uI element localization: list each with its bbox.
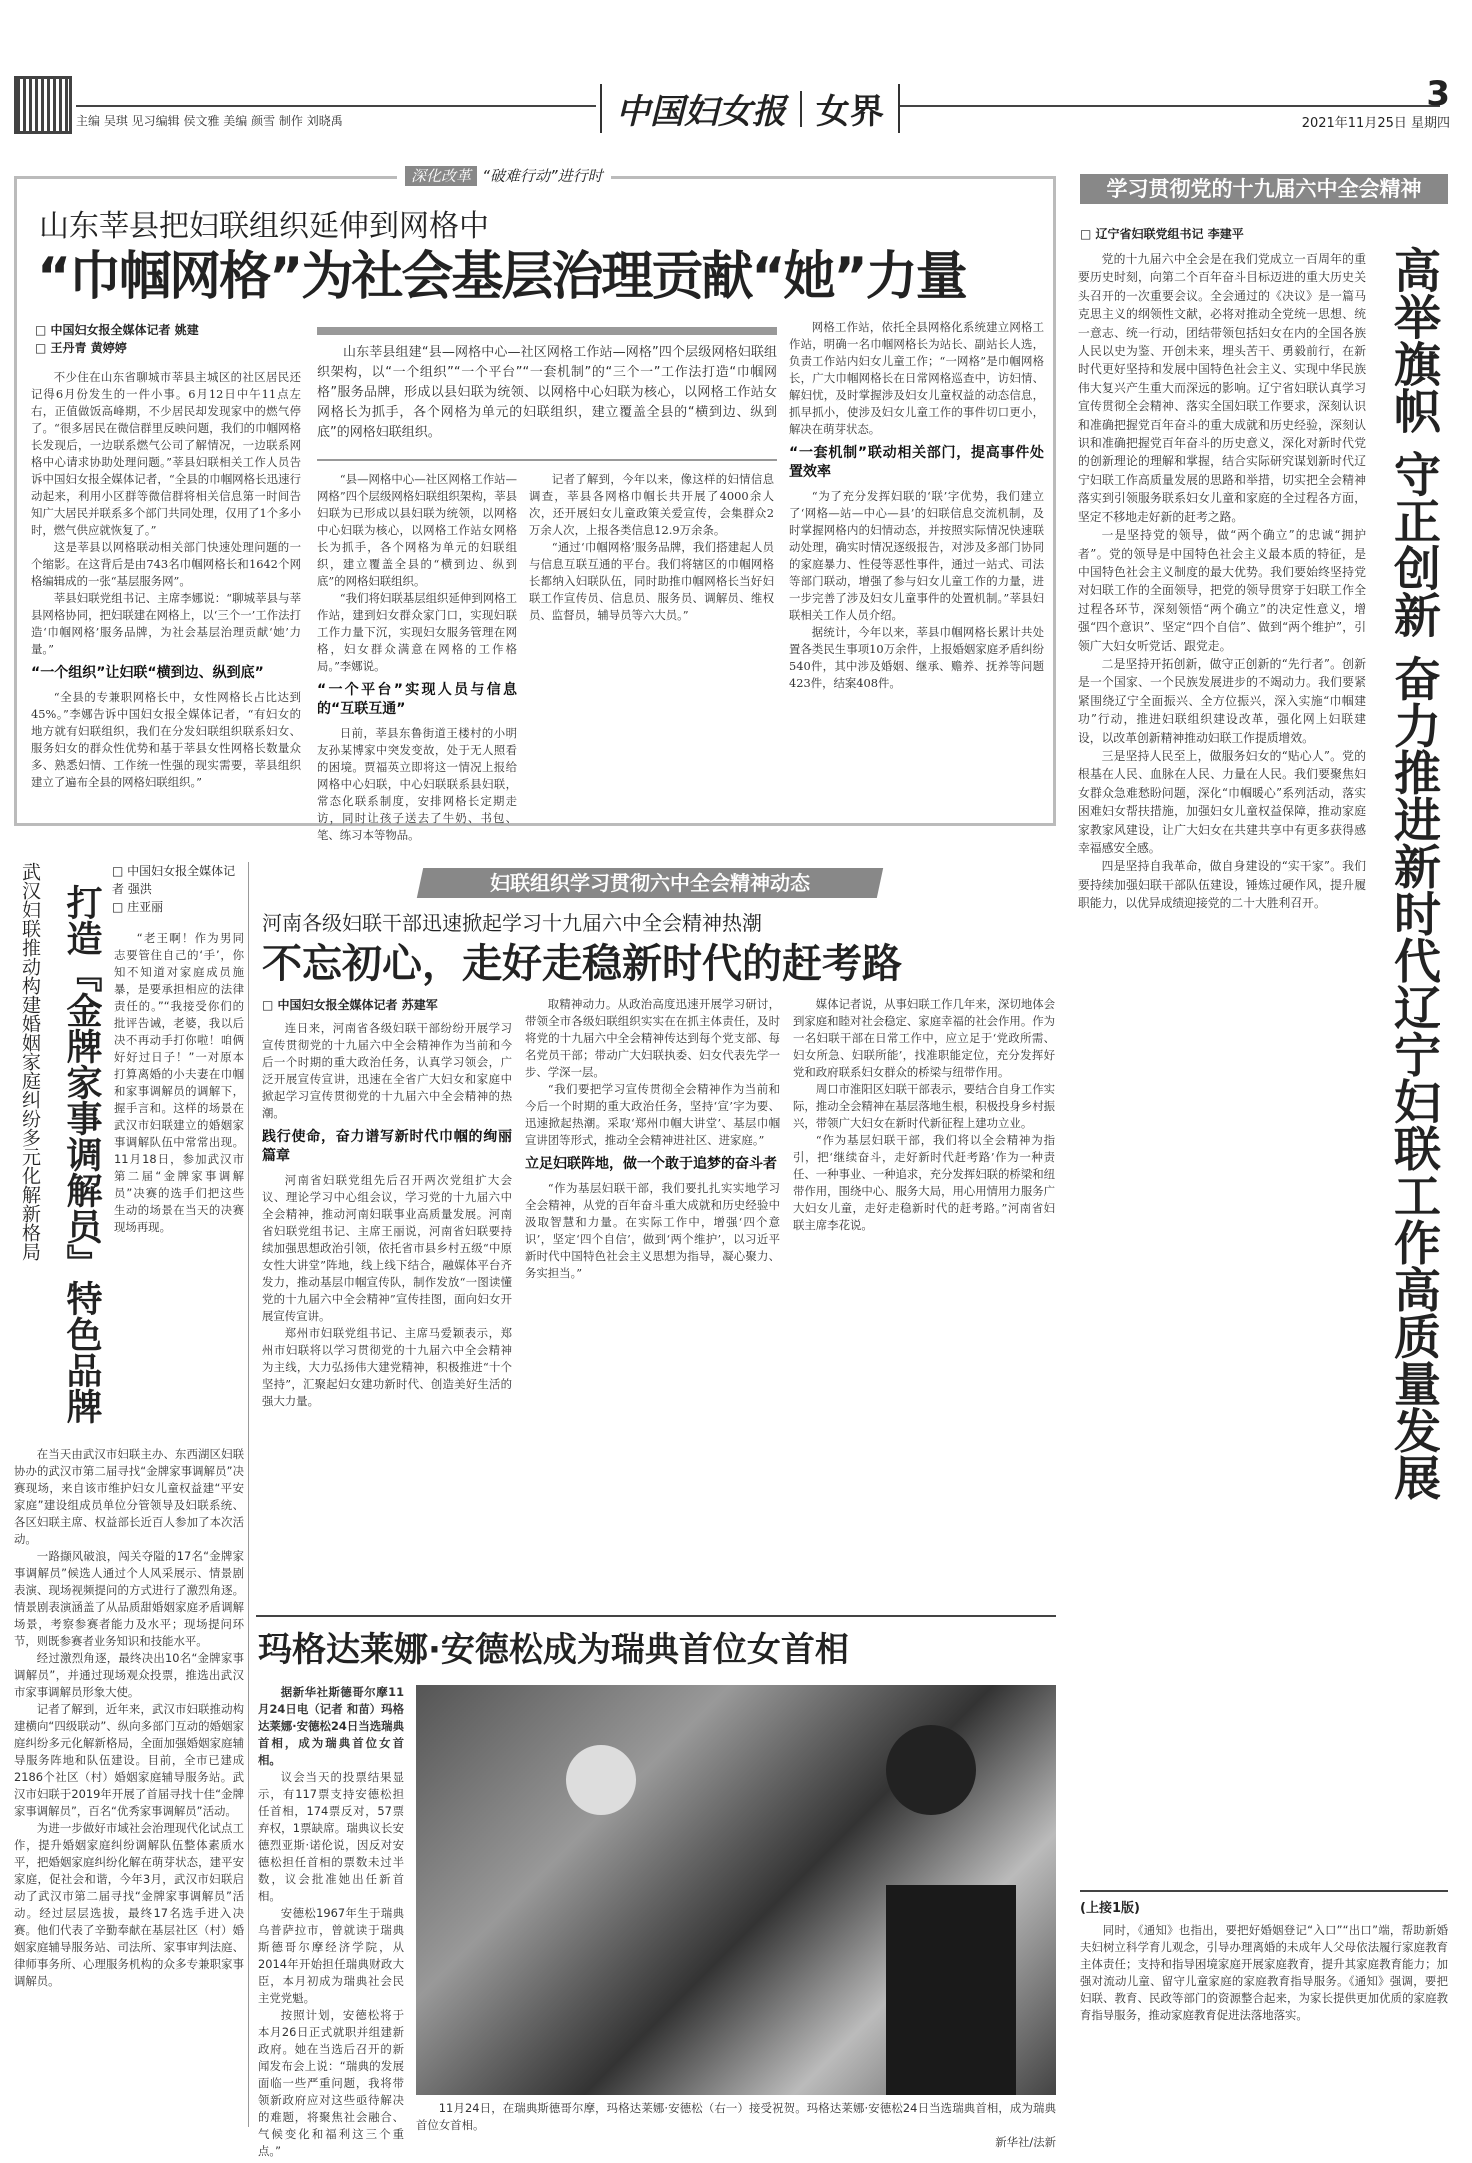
divider bbox=[1080, 1890, 1448, 1892]
article-column: 网格工作站，依托全县网格化系统建立网格工作站，明确一名巾帼网格长为站长、副站长人选，负责工作站内妇女儿童工作；“一网格”是巾帼网格长，广大巾帼网格长在日常网格巡查中，访妇情、解妇忧，及时掌握涉及妇女儿童权益的动态信息，抓早抓小，使涉及妇女儿童工作的事件切口更小，解决在萌芽状态。 “一套机制”联动相关部门，提高事件处置效率 “为了充分发挥妇联的‘联’字优势，我们建立了‘网格—站—中心—县’的妇联信息交流机制，及时掌握网格内的妇情动态，并按照实际情况快速联动处理，确实时情况逐级报告，对涉及多部门协同的家庭暴力、性侵等恶性事件，通过一站式、司法等部门联动，增强了参与妇女儿童工作的力量，进一步完善了涉及妇女儿童事件的处置机制。”莘县妇联相关工作人员介绍。 据统计，今年以来，莘县巾帼网格长累计共处置各类民生事项10万余件，上报婚姻家庭矛盾纠纷540件，其中涉及婚姻、继承、赡养、抚养等问题423件，结案408件。 bbox=[789, 320, 1044, 690]
kicker: “破难行动”进行时 bbox=[482, 167, 603, 185]
subheading: 立足妇联阵地，做一个敢于追梦的奋斗者 bbox=[525, 1156, 777, 1172]
article-subtitle: 山东莘县把妇联组织延伸到网格中 bbox=[39, 209, 489, 244]
opinion-body: 党的十九届六中全会是在我们党成立一百周年的重要历史时刻，向第二个百年奋斗目标迈进的重大历史关头召开的一次重要会议。全会通过的《决议》是一篇马克思主义的纲领性文献，必将对推动全党统一思想、统一意志、统一行动，团结带领包括妇女在内的全国各族人民以史为鉴、开创未来，埋头苦干、勇毅前行，在新时代更好坚持和发展中国特色社会主义、实现中华民族伟大复兴产生重大而深远的影响。辽宁省妇联认真学习宣传贯彻全会精神、落实全国妇联工作要求，深刻认识和准确把握党百年奋斗的重大成就和历史经验，深刻认识和准确把握党百年奋斗的历史意义，深化对新时代党的创新理论的理解和掌握，结合实际研究谋划新时代辽宁妇联工作高质量发展的思路和举措，切实把全会精神落实到引领服务联系妇女儿童和家庭的全过程各方面，坚定不移地走好新的赶考之路。 一是坚持党的领导，做“两个确立”的忠诚“拥护者”。党的领导是中国特色社会主义最本质的特征，是中国特色社会主义制度的最大优势。我们要始终坚持党对妇联工作的全面领导，把党的领导贯穿于妇联工作全过程各环节，深刻领悟“两个确立”的决定性意义，增强“四个意识”、坚定“四个自信”、做到“两个维护”，引领广大妇女听党话、跟党走。 二是坚持开拓创新，做守正创新的“先行者”。创新是一个国家、一个民族发展进步的不竭动力。我们要紧紧围绕辽宁全面振兴、全方位振兴，深入实施“巾帼建功”行动，推进妇联组织建设改革，强化网上妇联建设，以改革创新精神推动妇联工作提质增效。 三是坚持人民至上，做服务妇女的“贴心人”。党的根基在人民、血脉在人民、力量在人民。我们要聚焦妇女群众急难愁盼问题，深化“巾帼暖心”系列活动，落实困难妇女帮扶措施，加强妇女儿童权益保障，推动家庭家教家风建设，让广大妇女在共建共享中有更多获得感幸福感安全感。 四是坚持自我革命，做自身建设的“实干家”。我们要持续加强妇联干部队伍建设，锤炼过硬作风，提升履职能力，以优异成绩迎接党的二十大胜利召开。 bbox=[1078, 252, 1366, 911]
article-column: 媒体记者说，从事妇联工作几年来，深切地体会到家庭和睦对社会稳定、家庭幸福的社会作用。作为一名妇联干部在日常工作中，应立足于‘党政所需、妇女所急、妇联所能’，找准职能定位，充分发挥好党和政府联系妇女群众的桥梁与纽带作用。 周口市淮阳区妇联干部表示，要结合自身工作实际，推动全会精神在基层落地生根，积极投身乡村振兴，带领广大妇女在新时代新征程上建功立业。 “作为基层妇联干部，我们将以全会精神为指引，把‘继续奋斗，走好新时代赶考路’作为一种责任、一种事业、一种追求，充分发挥妇联的桥梁和纽带作用，围绕中心、服务大局，用心用情用力服务广大妇女儿童，走好走稳新时代的赶考路。”河南省妇联主席李花说。 bbox=[793, 997, 1056, 1232]
left-article-headline: 打造『金牌家事调解员』特色品牌 bbox=[61, 884, 102, 1424]
top-article bbox=[14, 167, 1056, 842]
subheading: “一套机制”联动相关部门，提高事件处置效率 bbox=[789, 445, 1044, 480]
subheading: “一个组织”让妇联“横到边、纵到底” bbox=[31, 665, 264, 681]
photo-credit: 新华社/法新 bbox=[995, 2135, 1056, 2149]
column-header: 学习贯彻党的十九届六中全会精神 bbox=[1080, 174, 1448, 204]
article-body: 据新华社斯德哥尔摩11月24日电（记者 和苗）玛格达莱娜·安德松24日当选瑞典首相，成为瑞典首位女首相。 议会当天的投票结果显示，有117票支持安德松担任首相，174票反对，57票弃权，1票缺席。瑞典议长安德烈亚斯·诺伦说，因反对安德松担任首相的票数未过半数，议会批准她出任新首相。 安德松1967年生于瑞典乌普萨拉市，曾就读于瑞典斯德哥尔摩经济学院，从2014年开始担任瑞典财政大臣，本月初成为瑞典社会民主党党魁。 按照计划，安德松将于本月26日正式就职并组建新政府。她在当选后召开的新闻发布会上说：“瑞典的发展面临一些严重问题，我将带领新政府应对这些亟待解决的难题，将聚焦社会融合、气候变化和福利这三个重点。” bbox=[258, 1685, 404, 2158]
article-title: “巾帼网格”为社会基层治理贡献“她”力量 bbox=[37, 247, 966, 307]
staff-credits: 主编 吴琪 见习编辑 侯文雅 美编 颜雪 制作 刘晓禹 bbox=[76, 114, 343, 128]
article-column: 取精神动力。从政治高度迅速开展学习研讨，带领全市各级妇联组织实实在在抓主体责任，及时将党的十九届六中全会精神传达到每个党支部、每名党员干部；带动广大妇联执委、妇女代表先学一步、学深一层。 “我们要把学习宣传贯彻全会精神作为当前和今后一个时期的重大政治任务，坚持‘宣’字为要、迅速掀起热潮。采取‘郑州巾帼大讲堂’、基层巾帼宣讲团等形式，推动全会精神进社区、进家庭。” 立足妇联阵地，做一个敢于追梦的奋斗者 “作为基层妇联干部，我们要扎扎实实地学习全会精神，从党的百年奋斗重大成就和历史经验中汲取智慧和力量。在实际工作中，增强‘四个意识’，坚定‘四个自信’，做到‘两个维护’，以习近平新时代中国特色社会主义思想为指导，凝心聚力、务实担当。” bbox=[525, 997, 780, 1280]
masthead-logo: 中国妇女报 bbox=[616, 92, 786, 132]
article-column: “县—网格中心—社区网格工作站—网格”四个层级网格妇联组织架构，莘县妇联为已形成以县妇联为统领，以网格中心妇联为核心，以网格工作站女网格长为抓手，各个网格为单元的妇联组织，建立覆盖全县的“横到边、纵到底”的网格妇联组织。 “我们将妇联基层组织延伸到网格工作站，建到妇女群众家门口，实现妇联工作力量下沉，实现妇女服务管理在网格，妇女群众满意在网格的工作格局。”李娜说。 “一个平台”实现人员与信息的“互联互通” 日前，莘县东鲁街道王楼村的小明友孙某博家中突发变故，处于无人照看的困境。贾福英立即将这一情况上报给网格中心妇联，中心妇联联系县妇联，常态化联系制度，安排网格长定期走访，同时让孩子送去了牛奶、书包、笔、练习本等物品。 bbox=[317, 472, 517, 842]
header-rule bbox=[840, 105, 1440, 107]
byline: □ 辽宁省妇联党组书记 李建平 bbox=[1080, 227, 1244, 241]
byline: □ 王丹青 黄婷婷 bbox=[35, 341, 127, 355]
article-column: 不少住在山东省聊城市莘县主城区的社区居民还记得6月份发生的一件小事。6月12日中午11点左右，正值做饭高峰期，不少居民却发现家中的燃气停了。“很多居民在微信群里反映问题，我们的巾帼网格长发现后，一边联系燃气公司了解情况，一边联系网格中心请求协助处理问题。”莘县妇联相关工作人员告诉中国妇女报全媒体记者，“全县的巾帼网格长迅速行动起来，利用小区群等微信群将相关信息第一时间告知广大居民并联系多个部门共同处理，仅用了1个多小时，燃气供应就恢复了。” 这是莘县以网格联动相关部门快速处理问题的一个缩影。在这背后是由743名巾帼网格长和1642个网格编辑成的一张“基层服务网”。 莘县妇联党组书记、主席李娜说：“聊城莘县与莘县网格协同，把妇联建在网格上，以‘三个一’工作法打造‘巾帼网格’服务品牌，为社会基层治理贡献‘她’力量。” “一个组织”让妇联“横到边、纵到底” “全县的专兼职网格长中，女性网格长占比达到45%。”李娜告诉中国妇女报全媒体记者，“有妇女的地方就有妇联组织，我们在分发妇联组织联系妇女、服务妇女的群众性优势和基于莘县女性网格长数量众多、熟悉妇情、工作统一性强的现实需要，莘县组织建立了遍布全县的网格妇联组织。” bbox=[31, 370, 301, 789]
subheading: “一个平台”实现人员与信息的“互联互通” bbox=[317, 682, 517, 717]
article-column: 连日来，河南省各级妇联干部纷纷开展学习宣传贯彻党的十九届六中全会精神作为当前和今后一个时期的重大政治任务，认真学习领会，广泛开展宣传宣讲，迅速在全省广大妇女和家庭中掀起学习宣传贯彻党的十九届六中全会精神的热潮。 践行使命，奋力谱写新时代巾帼的绚丽篇章 河南省妇联党组先后召开两次党组扩大会议、理论学习中心组会议，学习党的十九届六中全会精神，推动河南妇联事业高质量发展。河南省妇联党组书记、主席王丽说，河南省妇联要持续加强思想政治引领，依托省市县乡村五级“中原女性大讲堂”阵地，线上线下结合，融媒体平台齐发力，推动基层巾帼宣传队，制作发放“一图读懂党的十九届六中全会精神”宣传挂图，面向妇女开展宣传宣讲。 郑州市妇联党组书记、主席马爱颖表示，郑州市妇联将以学习贯彻党的十九届六中全会精神为主线，大力弘扬伟大建党精神，积极推进“十个坚持”，汇聚起妇女建功新时代、创造美好生活的强大力量。 bbox=[262, 1021, 512, 1408]
byline: □ 庄亚丽 bbox=[112, 900, 164, 914]
divider bbox=[256, 1615, 1056, 1617]
masthead bbox=[600, 84, 900, 133]
qr-code bbox=[14, 76, 72, 134]
header-rule bbox=[76, 105, 596, 107]
byline: □ 中国妇女报全媒体记者 姚建 bbox=[35, 323, 199, 337]
photo-caption: 11月24日，在瑞典斯德哥尔摩，玛格达莱娜·安德松（右一）接受祝贺。玛格达莱娜·安德松24日当选瑞典首相，成为瑞典首位女首相。 新华社/法新 bbox=[416, 2101, 1056, 2149]
section-name: 女界 bbox=[816, 92, 884, 132]
continued-label: (上接1版) bbox=[1080, 1901, 1140, 1916]
lead-paragraph: 山东莘县组建“县—网格中心—社区网格工作站—网格”四个层级网格妇联组织架构，以“一个组织”“一个平台”“一套机制”的“三个一”工作法打造“巾帼网格”服务品牌，形成以县妇联为统领、以网格中心妇联为核心，以网格工作站女网格长为抓手，各个网格为单元的妇联组织，建立覆盖全县的“横到边、纵到底”的网格妇联组织。 bbox=[317, 345, 777, 440]
byline: □ 中国妇女报全媒体记者 苏建军 bbox=[262, 998, 438, 1012]
article-title: 不忘初心，走好走稳新时代的赶考路 bbox=[262, 941, 902, 987]
left-article-body: 在当天由武汉市妇联主办、东西湖区妇联协办的武汉市第二届寻找“金牌家事调解员”决赛现场，来自该市维护妇女儿童权益建“平安家庭”建设组成员单位分管领导及妇联系统、各区妇联主席、权益部长近百人参加了本次活动。 一路撷风破浪，闯关夺隘的17名“金牌家事调解员”候选人通过个人风采展示、情景剧表演、现场视频提问的方式进行了激烈角逐。情景剧表演涵盖了从品质甜婚姻家庭矛盾调解场景，考察参赛者能力及水平；现场提问环节，则既参赛者业务知识和技能水平。 经过激烈角逐，最终决出10名“金牌家事调解员”，并通过现场观众投票，推选出武汉市家事调解员形象大使。 记者了解到，近年来，武汉市妇联推动构建横向“四级联动”、纵向多部门互动的婚姻家庭纠纷多元化解新格局，全面加强婚姻家庭辅导服务阵地和队伍建设。目前，全市已建成2186个社区（村）婚姻家庭辅导服务站。武汉市妇联于2019年开展了首届寻找十佳“金牌家事调解员”，百名“优秀家事调解员”活动。 为进一步做好市域社会治理现代化试点工作，提升婚姻家庭纠纷调解队伍整体素质水平，把婚姻家庭纠纷化解在萌芽状态，建平安家庭，促社会和谐，今年3月，武汉市妇联启动了武汉市第二届寻找“金牌家事调解员”活动。经过层层选拔，最终17名选手进入决赛。他们代表了辛勤奉献在基层社区（村）婚姻家庭辅导服务站、司法所、家事审判法庭、律师事务所、心理服务机构的众多专兼职家事调解员。 bbox=[14, 1447, 244, 1988]
subheading: 践行使命，奋力谱写新时代巾帼的绚丽篇章 bbox=[262, 1129, 512, 1164]
section-tag: 深化改革 bbox=[405, 166, 477, 186]
news-photo bbox=[416, 1685, 1056, 2095]
article-title: 玛格达莱娜·安德松成为瑞典首位女首相 bbox=[258, 1630, 849, 1670]
continued-text: 同时，《通知》也指出，要把好婚姻登记“入口”“出口”端，帮助新婚夫妇树立科学育儿观念，引导办理离婚的未成年人父母依法履行家庭教育主体责任；支持和指导困境家庭开展家庭教育，提升其家庭教育能力；加强对流动儿童、留守儿童家庭的家庭教育指导服务。《通知》强调，要把妇联、教育、民政等部门的资源整合起来，为家长提供更加优质的家庭教育指导服务，推动家庭教育促进法落地落实。 bbox=[1080, 1923, 1448, 2022]
section-banner: 妇联组织学习贯彻六中全会精神动态 bbox=[417, 868, 883, 898]
article-subtitle: 河南各级妇联干部迅速掀起学习十九届六中全会精神热潮 bbox=[262, 911, 762, 935]
issue-date: 2021年11月25日 星期四 bbox=[1301, 116, 1450, 131]
byline: □ 中国妇女报全媒体记者 强洪 bbox=[112, 864, 236, 896]
page-number: 3 bbox=[1426, 74, 1450, 114]
opinion-headline: 高举旗帜 守正创新 奋力推进新时代辽宁妇联工作高质量发展 bbox=[1386, 246, 1441, 1501]
left-article-kicker: 武汉妇联推动构建婚姻家庭纠纷多元化解新格局 bbox=[19, 862, 41, 1261]
article-column: 记者了解到，今年以来，像这样的妇情信息调查，莘县各网格巾帼长共开展了4000余人次，还开展妇女儿童政策关爱宣传，会集群众2万余人次，上报各类信息12.9万余条。 “通过‘巾帼网格’服务品牌，我们搭建起人员与信息互联互通的平台。我们将辖区的巾帼网格长都纳入妇联队伍，同时助推巾帼网格长当好妇联工作宣传员、信息员、服务员、调解员、维权员、监督员，辅导员等六大员。” bbox=[529, 472, 774, 622]
divider bbox=[248, 862, 249, 2127]
left-article-body: “老王啊！作为男同志要管住自己的‘手’，你知不知道对家庭成员施暴，是要承担相应的法律责任的。”“我接受你们的批评告诫，老婆，我以后决不再动手打你啦！咱俩好好过日子！”一对原本打算离婚的小夫妻在巾帼和家事调解员的调解下，握手言和。这样的场景在武汉市妇联建立的婚姻家事调解队伍中常常出现。11月18日，参加武汉市第二届“金牌家事调解员”决赛的选手们把这些生动的场景在当天的决赛现场再现。 bbox=[114, 931, 244, 1234]
